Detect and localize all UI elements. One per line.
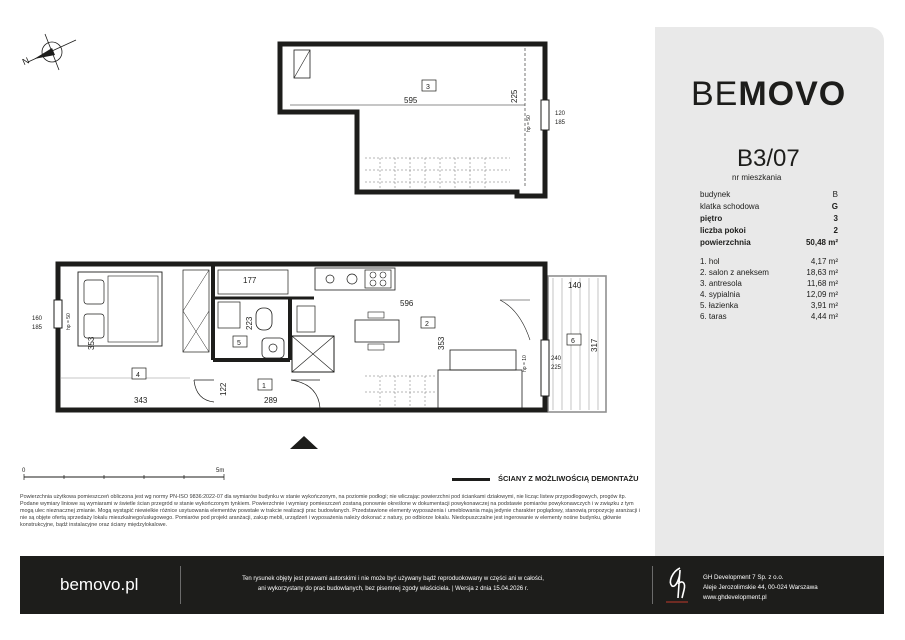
scale-start: 0 [22, 468, 26, 474]
developer-address: Aleje Jerozolimskie 44, 00-024 Warszawa [703, 584, 818, 591]
main-floor-plan [32, 264, 606, 412]
apartment-details [700, 189, 838, 249]
room-number-6: 6 [571, 338, 575, 345]
detail-value: 50,48 m² [805, 238, 838, 247]
room-label: 3. antresola [700, 279, 742, 288]
dim-wardrobe: 177 [243, 276, 257, 285]
room-area: 18,63 m² [806, 268, 838, 277]
bemovo-logo [691, 75, 846, 114]
developer-website-link[interactable]: www.ghdevelopment.pl [703, 594, 767, 601]
copyright-line-1: Ten rysunek objęty jest prawami autorskimi i nie może być używany bądź reproduokowany w części ani w całości, [242, 576, 544, 582]
room-number-2: 2 [425, 321, 429, 328]
dim-bedroom-width: 343 [134, 396, 148, 405]
detail-row-area [700, 237, 838, 249]
detail-row-building [700, 189, 838, 201]
detail-value: G [831, 202, 838, 211]
detail-label: piętro [700, 214, 723, 223]
dim-mezzanine-height: hp = 50 [526, 115, 532, 132]
detail-row-floor [700, 213, 838, 225]
room-row [700, 311, 838, 322]
legend-label: ŚCIANY Z MOŻLIWOŚCIĄ DEMONTAŻU [498, 474, 639, 483]
copyright-notice [228, 574, 558, 594]
footer-divider [652, 566, 653, 604]
room-label: 6. taras [700, 312, 727, 321]
room-row [700, 267, 838, 278]
developer-info [703, 573, 818, 603]
detail-label: powierzchnia [700, 238, 751, 247]
room-area: 11,68 m² [807, 279, 838, 288]
room-label: 2. salon z aneksem [700, 268, 769, 277]
gh-development-logo-icon [662, 564, 692, 606]
dim-bedroom-depth: 353 [87, 336, 96, 350]
detail-row-rooms [700, 225, 838, 237]
dim-living-window-h: 225 [551, 365, 562, 371]
disclaimer-text: Powierzchnia użytkowa pomieszczeń obliczona jest wg normy PN-ISO 9836:2022-07 dla wymiarów budynku w stanie wykończonym, na poziomie podłogi; nie wliczając powierzchni pod ściankami działowymi, nie licząc listew przypodłogowych, progów itp. Podane wymiary liniowe są wymiarami w świetle ścian przegród w stanie wykończonym tynkiem. Powierzchnie i wymiary pomieszczeń zostaną ponownie określone w dokumentacji powykonawczej na podstawie pomiarów powykonawczych i w związku z tym mogą ulec nieznacznej zmianie. Mogą wystąpić niewielkie różnice usytuowania elementów powstałe w trakcie realizacji prac budowlanych. Przedstawione elementy wyposażenia i umeblowania mają jedynie charakter poglądowy, stanowią propozycję aranżacji i nie są objęte ofertą sprzedaży lokalu mieszkalnego/usługowego. Pomiarów pod projekt aranżacji, zakup mebli, urządzeń i wyposażenia należy dokonać z natury, po odbiorze lokalu. Niedopuszczalne jest ingerowanie w elementy nośne budynku, głównie konstrukcyjne, bądź instalacyjne oraz ściany międzylokalowe. [20, 494, 640, 528]
dim-mezzanine-window-h: 185 [555, 120, 566, 126]
dim-mezzanine-depth: 225 [510, 89, 519, 103]
room-row [700, 278, 838, 289]
legend-removable-walls [452, 474, 639, 483]
dim-living-depth: 353 [437, 336, 446, 350]
dim-living-height: hp = 10 [522, 355, 528, 372]
apartment-number-label: nr mieszkania [732, 173, 782, 182]
scale-end: 5m [216, 468, 225, 474]
detail-value: 3 [833, 214, 838, 223]
dim-mezzanine-window: 120 [555, 111, 566, 117]
logo-movo: MOVO [738, 75, 847, 113]
mezzanine-plan [280, 44, 566, 196]
room-row [700, 289, 838, 300]
legend-line-icon [452, 478, 490, 481]
detail-value: 2 [833, 226, 838, 235]
room-label: 1. hol [700, 257, 720, 266]
dim-terrace-depth: 317 [590, 338, 599, 352]
detail-value: B [832, 190, 838, 199]
developer-name: GH Development 7 Sp. z o.o. [703, 574, 784, 581]
detail-label: liczba pokoi [700, 226, 746, 235]
dim-kitchen-width: 596 [400, 299, 414, 308]
footer-divider [180, 566, 181, 604]
footer [20, 556, 884, 614]
room-number-1: 1 [262, 383, 266, 390]
room-label: 5. łazienka [700, 301, 739, 310]
room-area: 4,44 m² [810, 312, 838, 321]
dim-bath-width: 223 [245, 316, 254, 330]
dim-hall-width: 289 [264, 396, 278, 405]
room-areas [700, 256, 838, 322]
logo-be: BE [691, 75, 739, 113]
detail-label: budynek [700, 190, 731, 199]
room-row [700, 256, 838, 267]
room-label: 4. sypialnia [700, 290, 741, 299]
dim-bedroom-height: hp = 50 [66, 313, 72, 330]
dim-mezzanine-width: 595 [404, 96, 418, 105]
detail-label: klatka schodowa [700, 202, 760, 211]
dim-bedroom-window-h: 185 [32, 325, 43, 331]
scale-bar [22, 468, 224, 480]
website-link[interactable]: bemovo.pl [60, 575, 139, 594]
dim-living-window: 240 [551, 356, 562, 362]
compass-north-label: N [20, 55, 31, 68]
room-area: 4,17 m² [810, 257, 838, 266]
compass-icon [21, 34, 76, 70]
room-row [700, 300, 838, 311]
room-number-3: 3 [426, 84, 430, 91]
dim-terrace-width: 140 [568, 281, 582, 290]
room-number-5: 5 [237, 340, 241, 347]
room-area: 12,09 m² [806, 290, 838, 299]
room-number-4: 4 [136, 372, 140, 379]
dim-bedroom-window: 160 [32, 316, 43, 322]
info-panel [655, 27, 884, 561]
entrance-arrow-icon [290, 436, 318, 449]
room-area: 3,91 m² [810, 301, 838, 310]
dim-hall-depth: 122 [219, 382, 228, 396]
apartment-number: B3/07 [737, 145, 800, 172]
detail-row-staircase [700, 201, 838, 213]
copyright-line-2: ani wykorzystany do prac budowlanych, bez pisemnej zgody właściciela. | Wersja z dnia 15.04.2026 r. [257, 586, 529, 592]
